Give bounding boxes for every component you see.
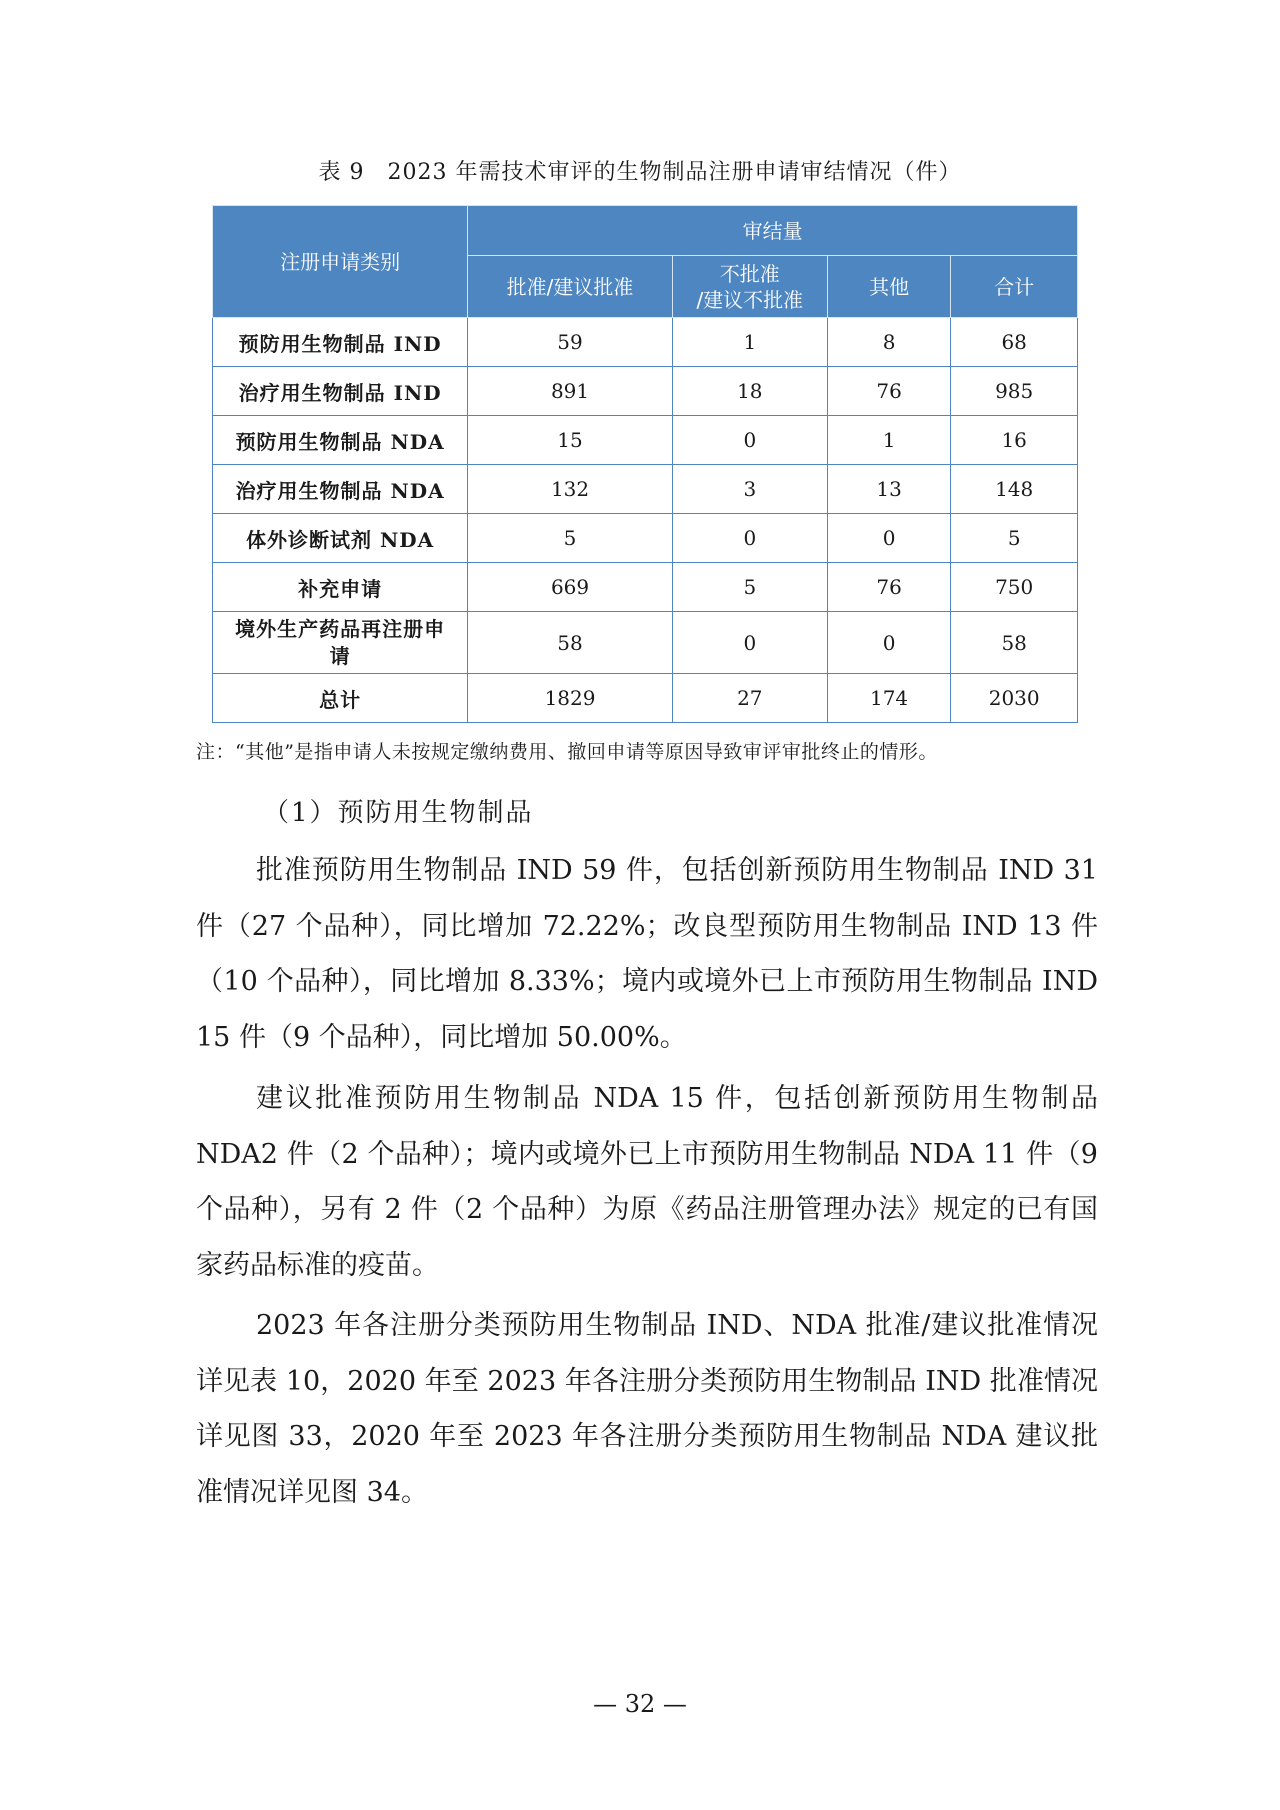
cell-value: 1829 [468,674,673,723]
cell-value: 76 [827,367,951,416]
cell-value: 750 [951,563,1078,612]
table-row [213,318,1078,367]
cell-value: 0 [827,514,951,563]
cell-value: 76 [827,563,951,612]
cell-value: 5 [951,514,1078,563]
cell-value: 132 [468,465,673,514]
table-row [213,563,1078,612]
cell-value: 0 [827,612,951,674]
cell-value: 985 [951,367,1078,416]
paragraph: 建议批准预防用生物制品 NDA 15 件，包括创新预防用生物制品 NDA2 件（2 个品种）；境内或境外已上市预防用生物制品 NDA 11 件（9 个品种），另有 2 件（2 个品种）为原《药品注册管理办法》规定的已有国家药品标准的疫苗。 [196,1083,1098,1281]
header-group: 审结量 [468,206,1078,256]
table-row [213,674,1078,723]
cell-value: 8 [827,318,951,367]
cell-value: 0 [672,514,827,563]
table-row [213,367,1078,416]
row-category: 治疗用生物制品 NDA [213,465,468,514]
table-row [213,465,1078,514]
cell-value: 13 [827,465,951,514]
cell-value: 174 [827,674,951,723]
cell-value: 27 [672,674,827,723]
paragraph: 批准预防用生物制品 IND 59 件，包括创新预防用生物制品 IND 31 件（27 个品种），同比增加 72.22%；改良型预防用生物制品 IND 13 件（10 个品种），同比增加 8.33%；境内或境外已上市预防用生物制品 IND 15 件（9 个品种），同比增加 50.00%。 [196,855,1098,1053]
row-category: 预防用生物制品 IND [213,318,468,367]
cell-value: 1 [827,416,951,465]
row-category: 总计 [213,674,468,723]
cell-value: 16 [951,416,1078,465]
cell-value: 5 [672,563,827,612]
header-col-total: 合计 [951,256,1078,318]
header-category: 注册申请类别 [213,206,468,318]
cell-value: 58 [951,612,1078,674]
table-caption: 表 9 2023 年需技术审评的生物制品注册申请审结情况（件） [318,160,962,185]
cell-value: 59 [468,318,673,367]
row-category: 体外诊断试剂 NDA [213,514,468,563]
cell-value: 18 [672,367,827,416]
cell-value: 68 [951,318,1078,367]
cell-value: 15 [468,416,673,465]
cell-value: 1 [672,318,827,367]
cell-value: 0 [672,612,827,674]
cell-value: 0 [672,416,827,465]
table-row [213,514,1078,563]
cell-value: 891 [468,367,673,416]
header-col-rejected: 不批准 /建议不批准 [672,256,827,318]
header-col-other: 其他 [827,256,951,318]
row-category: 境外生产药品再注册申请 [213,612,468,674]
paragraph: 2023 年各注册分类预防用生物制品 IND、NDA 批准/建议批准情况详见表 10，2020 年至 2023 年各注册分类预防用生物制品 IND 批准情况详见图 33，2020 年至 2023 年各注册分类预防用生物制品 NDA 建议批准情况详见图 34。 [196,1310,1098,1508]
row-category: 治疗用生物制品 IND [213,367,468,416]
cell-value: 2030 [951,674,1078,723]
cell-value: 3 [672,465,827,514]
table-note: 注：“其他”是指申请人未按规定缴纳费用、撤回申请等原因导致审评审批终止的情形。 [196,741,938,763]
cell-value: 148 [951,465,1078,514]
cell-value: 669 [468,563,673,612]
cell-value: 58 [468,612,673,674]
table-row [213,416,1078,465]
table-row [213,612,1078,674]
section-heading: （1）预防用生物制品 [263,798,534,828]
data-table [212,205,1078,723]
header-col-approved: 批准/建议批准 [468,256,673,318]
row-category: 预防用生物制品 NDA [213,416,468,465]
page-number: — 32 — [593,1690,687,1718]
cell-value: 5 [468,514,673,563]
row-category: 补充申请 [213,563,468,612]
